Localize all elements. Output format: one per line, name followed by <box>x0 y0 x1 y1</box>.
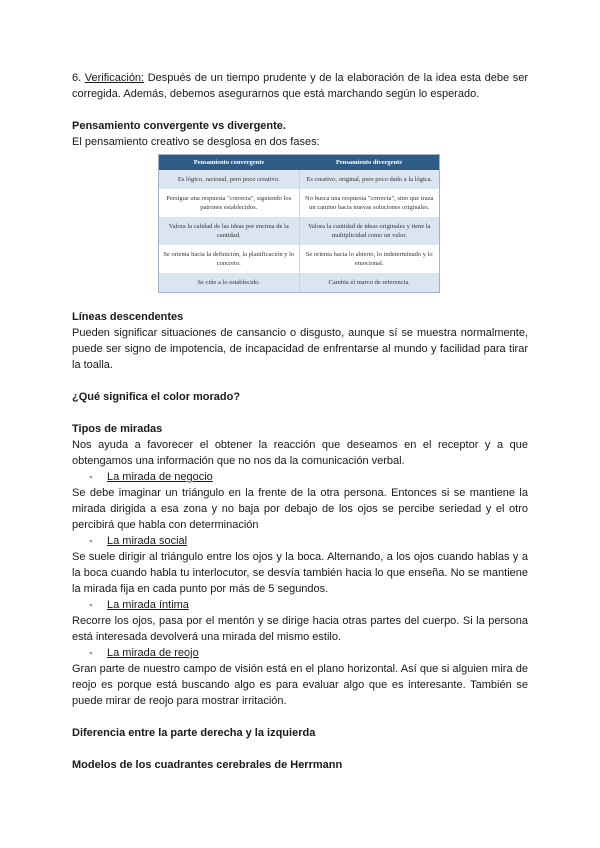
convergent-intro: El pensamiento creativo se desglosa en dos fases: <box>72 136 320 148</box>
table-cell: Cambia el marco de referencia. <box>299 273 440 293</box>
table-row <box>159 189 440 217</box>
step-6-number: 6. <box>72 72 85 84</box>
mirada-title: La mirada de negocio <box>107 471 213 483</box>
modelos-heading: Modelos de los cuadrantes cerebrales de Herrmann <box>72 759 343 771</box>
table-cell: Se ciñe a lo establecido. <box>159 273 300 293</box>
mirada-title: La mirada social <box>107 535 188 547</box>
diferencia-heading: Diferencia entre la parte derecha y la izquierda <box>72 727 316 739</box>
lineas-heading: Líneas descendentes <box>72 311 184 323</box>
table-cell: Es creativo, original, pero poco dado a la lógica. <box>299 170 440 189</box>
mirada-title: La mirada íntima <box>107 599 189 611</box>
table-header-convergent: Pensamiento convergente <box>159 155 300 171</box>
table-row <box>159 245 440 273</box>
list-item <box>72 533 528 549</box>
step-6-text: Después de un tiempo prudente y de la elaboración de la idea esta debe ser corregida. Además, debemos asegurarnos que está marchando según lo esperado. <box>72 72 528 100</box>
bullet-dash: - <box>89 535 93 547</box>
table-header-row <box>159 155 440 171</box>
bullet-dash: - <box>89 647 93 659</box>
mirada-title: La mirada de reojo <box>107 647 199 659</box>
bullet-dash: - <box>89 471 93 483</box>
convergent-heading: Pensamiento convergente vs divergente. <box>72 120 286 132</box>
table-cell: No busca una respuesta "correcta", sino que traza un camino hacia nuevas soluciones originales. <box>299 189 440 217</box>
table-cell: Se orienta hacia lo abierto, lo indeterminado y lo emocional. <box>299 245 440 273</box>
table-cell: Valora la calidad de las ideas por encima de la cantidad. <box>159 217 300 245</box>
mirada-text: Gran parte de nuestro campo de visión está en el plano horizontal. Así que si alguien mira de reojo es porque está buscando algo es para evaluar algo que es interesante. También se puede mirar de reojo para mostrar irritación. <box>72 663 528 707</box>
table-cell: Es lógico, racional, pero poco creativo. <box>159 170 300 189</box>
table-cell: Se orienta hacia la definición, la planificación y lo concreto. <box>159 245 300 273</box>
list-item <box>72 645 528 661</box>
mirada-text: Se suele dirigir al triángulo entre los ojos y la boca. Alternando, a los ojos cuando hablas y a la boca cuando habla tu interlocutor, se desvía también hacia lo que enseña. No se mantiene la mirada fija en cada punto por más de 5 segundos. <box>72 551 528 595</box>
table-row <box>159 273 440 293</box>
miradas-heading: Tipos de miradas <box>72 423 163 435</box>
comparison-table <box>158 154 440 293</box>
bullet-dash: - <box>89 599 93 611</box>
document-page <box>72 70 528 773</box>
table-cell: Persigue una respuesta "correcta", siguiendo los patrones establecidos. <box>159 189 300 217</box>
miradas-intro: Nos ayuda a favorecer el obtener la reacción que deseamos en el receptor y a que obtengamos una información que no nos da la comunicación verbal. <box>72 439 528 467</box>
step-6-paragraph <box>72 70 528 102</box>
lineas-text: Pueden significar situaciones de cansancio o disgusto, aunque sí se muestra normalmente, puede ser signo de impotencia, de incapacidad de enfrentarse al mundo y facilidad para tirar la toalla. <box>72 327 528 371</box>
mirada-text: Recorre los ojos, pasa por el mentón y se dirige hacia otras partes del cuerpo. Si la persona está interesada devolverá una mirada del mismo estilo. <box>72 615 528 643</box>
morado-heading: ¿Qué significa el color morado? <box>72 391 241 403</box>
list-item <box>72 469 528 485</box>
step-6-term: Verificación: <box>84 72 145 84</box>
table-cell: Valora la cantidad de ideas originales y tiene la multiplicidad como un valor. <box>299 217 440 245</box>
list-item <box>72 597 528 613</box>
table-row <box>159 170 440 189</box>
mirada-text: Se debe imaginar un triángulo en la frente de la otra persona. Entonces si se mantiene la mirada dirigida a esa zona y no baja por debajo de los ojos se percibe seriedad y el otro percibirá que habla con determinación <box>72 487 528 531</box>
table-header-divergent: Pensamiento divergente <box>299 155 440 171</box>
table-row <box>159 217 440 245</box>
